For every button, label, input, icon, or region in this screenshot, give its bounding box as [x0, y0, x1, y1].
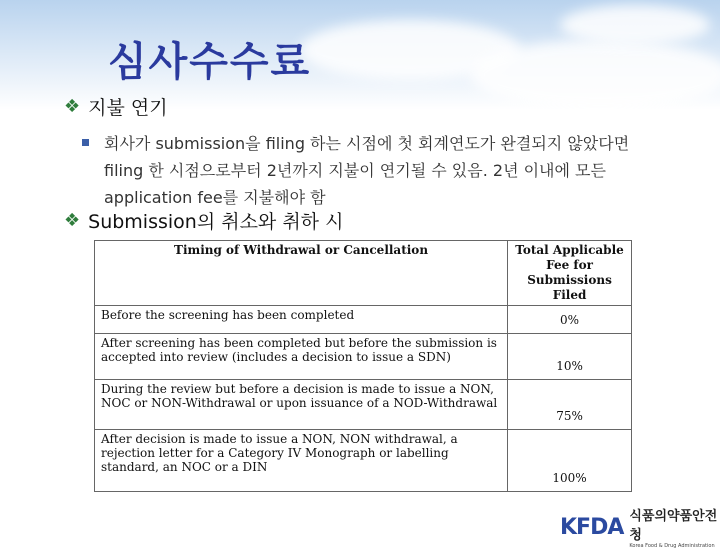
timing-cell: Before the screening has been completed: [95, 306, 508, 334]
bullet-label: Submission의 취소와 취하 시: [88, 211, 344, 233]
table-header-row: [95, 241, 632, 306]
fee-cell: 0%: [508, 306, 632, 334]
fee-cell: 100%: [508, 430, 632, 492]
fee-cell: 10%: [508, 334, 632, 380]
timing-cell: During the review but before a decision is made to issue a NON, NOC or NON-Withdrawal or upon issuance of a NOD-Withdrawal: [95, 380, 508, 430]
diamond-bullet-icon: ❖: [64, 210, 81, 231]
table-row: [95, 380, 632, 430]
header-timing: Timing of Withdrawal or Cancellation: [95, 241, 508, 306]
sub-bullet-text: 회사가 submission을 filing 하는 시점에 첫 회계연도가 완결되지 않았다면 filing 한 시점으로부터 2년까지 지불이 연기될 수 있음. 2년 이내에 모든 application fee를 지불해야 함: [104, 134, 630, 207]
bullet-payment-deferral: [64, 93, 168, 120]
diamond-bullet-icon: ❖: [64, 96, 81, 117]
table-row: [95, 430, 632, 492]
square-bullet-icon: [82, 139, 89, 146]
timing-cell: After screening has been completed but before the submission is accepted into review (includes a decision to issue a SDN): [95, 334, 508, 380]
cloud-decoration: [560, 5, 710, 45]
sub-bullet: [104, 130, 664, 211]
bullet-label: 지불 연기: [88, 97, 168, 119]
table-row: [95, 306, 632, 334]
logo-text: [629, 505, 720, 549]
slide-title: 심사수수료: [108, 39, 312, 85]
table-row: [95, 334, 632, 380]
bullet-withdrawal: [64, 207, 343, 234]
kfda-logo: [560, 505, 720, 549]
cloud-decoration: [470, 40, 720, 110]
fee-table: [94, 240, 632, 492]
timing-cell: After decision is made to issue a NON, NON withdrawal, a rejection letter for a Category IV Monograph or labelling standard, an NOC or a DIN: [95, 430, 508, 492]
logo-mark: KFDA: [560, 514, 624, 540]
header-fee: Total Applicable Fee for Submissions Filed: [508, 241, 632, 306]
fee-cell: 75%: [508, 380, 632, 430]
logo-english-name: Korea Food & Drug Administration: [629, 543, 715, 549]
logo-korean-name: 식품의약품안전청: [629, 509, 718, 543]
